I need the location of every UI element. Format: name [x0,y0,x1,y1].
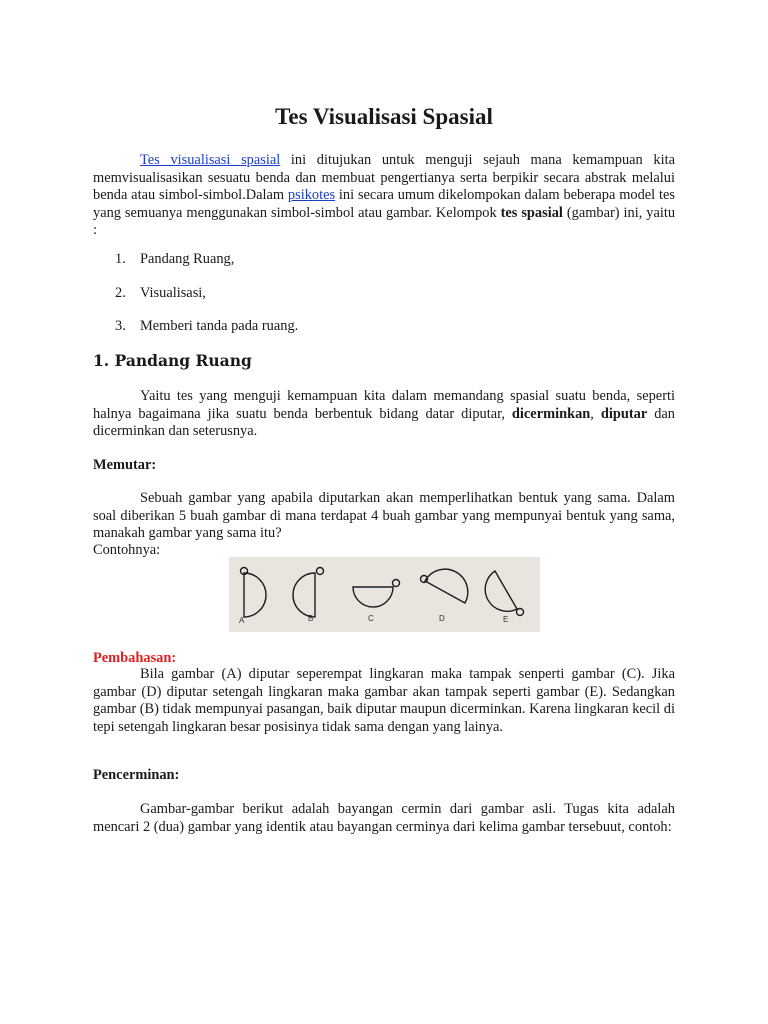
figure-letter-d: D [439,614,445,623]
intro-paragraph [93,152,675,240]
pembahasan-label: Pembahasan: [93,650,177,666]
list-item [115,251,234,268]
memutar-paragraph: Sebuah gambar yang apabila diputarkan akan memperlihatkan bentuk yang sama. Dalam soal diberikan 5 buah gambar di mana terdapat 4 buah gambar yang mempunyai bentuk yang sama, manakah gambar yang sama itu? [93,490,675,542]
shape-c [353,587,393,607]
pandang-bold-dicerminkan: dicerminkan [511,405,591,422]
pencerminan-label: Pencerminan: [93,767,180,783]
pandang-ruang-paragraph [93,388,675,441]
list-text: Pandang Ruang, [140,251,235,267]
figure-letter-c: C [368,614,374,623]
link-tes-visualisasi-spasial[interactable]: Tes visualisasi spasial [140,152,281,168]
pencerminan-paragraph: Gambar-gambar berikut adalah bayangan cermin dari gambar asli. Tugas kita adalah mencari 2 (dua) gambar yang identik atau bayangan cerminya dari kelima gambar tersebuut, contoh: [93,801,675,835]
pandang-bold-diputar: diputar [600,405,648,422]
pandang-text-2: dan dicerminkan dan seterusnya. [93,405,675,440]
list-text: Visualisasi, [140,285,206,301]
rotation-shapes-svg [229,557,540,632]
pembahasan-paragraph: Bila gambar (A) diputar seperempat lingkaran maka tampak senperti gambar (C). Jika gambar (D) diputar setengah lingkaran maka gambar akan tampak seperti gambar (E). Sedangkan gambar (B) tidak mempunyai pasangan, baik diputar maupun dicerminkan. Karena lingkaran kecil di tepi setengah lingkaran besar posisinya tidak sama dengan yang lainya. [93,666,675,735]
pandang-text-1: Yaitu tes yang menguji kemampuan kita dalam memandang spasial suatu benda, seperti halnya bagaimana jika suatu benda berbentuk bidang datar diputar, [93,388,675,422]
pandang-separator: , [590,405,601,422]
shape-c-circle [393,580,400,587]
page-title: Tes Visualisasi Spasial [275,104,493,129]
shape-a [244,573,266,617]
rotation-example-figure [229,557,540,632]
link-psikotes[interactable]: psikotes [287,187,336,204]
list-number: 1. [115,251,126,267]
list-item [115,285,206,302]
shape-b-circle [317,568,324,575]
list-number: 2. [115,285,126,301]
intro-text-2: ini secara umum dikelompokan dalam beberapa model tes yang semuanya menggunakan simbol-simbol atau gambar. Kelompok [93,187,675,221]
shape-e [485,571,517,611]
figure-letter-a: A [239,616,245,625]
intro-bold-tes-spasial: tes spasial [500,204,563,221]
list-item [115,318,298,335]
list-number: 3. [115,318,126,334]
shape-d [425,569,468,603]
memutar-label: Memutar: [93,457,157,473]
intro-text-1: ini ditujukan untuk menguji sejauh mana kemampuan kita memvisualisasikan sesuatu benda dan membuat pengertianya serta berpikir secara abstrak melalui benda atau simbol-simbol.Dalam [93,152,675,204]
intro-text-3: (gambar) ini, yaitu : [93,204,676,239]
contohnya-label: Contohnya: [93,542,161,558]
shape-b [293,573,315,617]
shape-e-circle [517,609,524,616]
figure-letter-b: B [308,614,314,623]
list-text: Memberi tanda pada ruang. [140,318,299,334]
figure-letter-e: E [503,615,509,624]
section-heading-pandang-ruang: 1. Pandang Ruang [93,351,252,370]
